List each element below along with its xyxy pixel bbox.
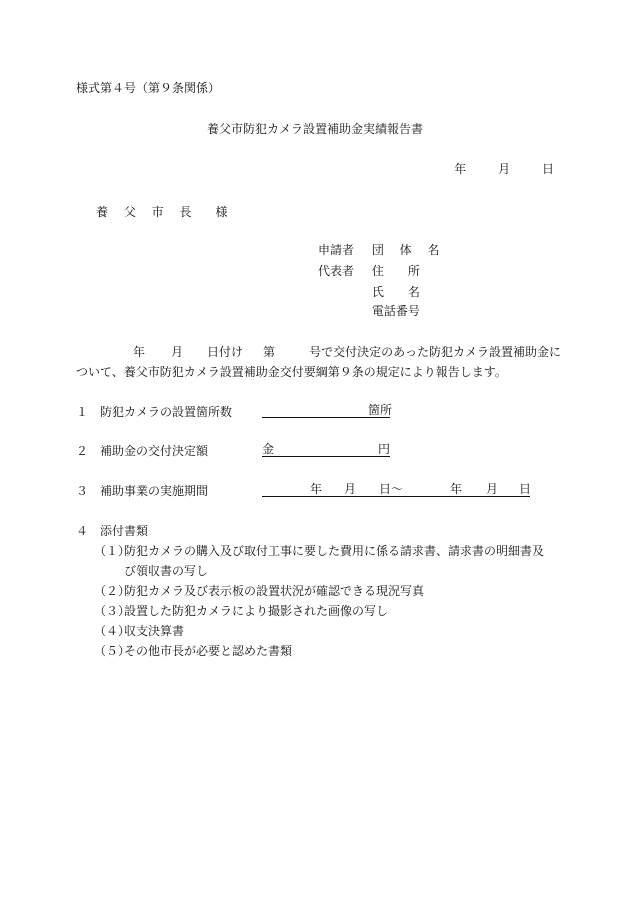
item-number: １ <box>76 405 89 419</box>
body-dated: 日付け <box>207 345 244 359</box>
attachment-item-1 <box>94 545 544 557</box>
applicant-phone-row <box>318 305 420 317</box>
date-line <box>426 163 554 175</box>
addressee-name: 養 父 市 長 <box>96 205 198 219</box>
form-number: 様式第４号（第９条関係） <box>76 81 221 95</box>
period-end-month: 月 <box>486 482 499 496</box>
item-label: 防犯カメラの設置箇所数 <box>100 405 233 419</box>
period-end-year: 年 <box>450 482 463 496</box>
item-attachments <box>76 525 148 537</box>
attachment-item-4 <box>94 625 184 637</box>
date-year-label: 年 <box>454 162 467 176</box>
item-number: ２ <box>76 444 89 458</box>
attachment-item-1-continuation: び領収書の写し <box>124 564 209 578</box>
attachment-number: （２） <box>94 584 131 598</box>
camera-count-unit: 箇所 <box>368 403 393 417</box>
applicant-address-row <box>318 265 420 277</box>
attachment-item-5 <box>94 645 292 657</box>
attachment-item-2 <box>94 585 424 597</box>
attachment-number: （１） <box>94 544 131 558</box>
item-project-period <box>76 485 208 497</box>
representative-role-label: 代表者 <box>318 264 355 278</box>
addressee-honorific: 様 <box>215 205 234 219</box>
period-start-day: 日～ <box>379 482 404 496</box>
item-label: 補助金の交付決定額 <box>100 444 209 458</box>
item-number: ４ <box>76 524 89 538</box>
name-label: 氏 名 <box>371 285 420 299</box>
body-year: 年 <box>133 345 146 359</box>
item-number: ３ <box>76 484 89 498</box>
date-month-label: 月 <box>498 162 511 176</box>
grant-amount-unit: 円 <box>378 442 391 456</box>
body-no: 第 <box>263 345 276 359</box>
project-period-underline <box>262 496 530 497</box>
grant-amount-prefix: 金 <box>262 442 275 456</box>
attachment-item-3 <box>94 605 388 617</box>
period-end-day: 日 <box>519 482 532 496</box>
body-text-line-2: ついて、養父市防犯カメラ設置補助金交付要綱第９条の規定により報告します。 <box>76 365 507 379</box>
attachment-text: 設置した防犯カメラにより撮影された画像の写し <box>124 604 389 618</box>
org-name-label: 団 体 名 <box>371 243 446 257</box>
item-label: 補助事業の実施期間 <box>100 484 209 498</box>
applicant-name-row <box>318 286 420 298</box>
attachment-number: （４） <box>94 624 131 638</box>
document-title: 養父市防犯カメラ設置補助金実績報告書 <box>206 122 423 136</box>
item-camera-count <box>76 406 232 418</box>
attachment-number: （３） <box>94 604 131 618</box>
camera-count-underline <box>262 417 390 418</box>
addressee <box>96 206 233 218</box>
attachment-text: その他市長が必要と認めた書類 <box>124 644 293 658</box>
attachment-number: （５） <box>94 644 131 658</box>
item-grant-amount <box>76 445 208 457</box>
period-start-month: 月 <box>344 482 357 496</box>
attachment-text: 収支決算書 <box>124 624 185 638</box>
period-start-year: 年 <box>310 482 323 496</box>
applicant-org-row <box>318 244 445 256</box>
body-text-line-1 <box>76 346 561 358</box>
grant-amount-underline <box>262 456 390 457</box>
attachment-text: 防犯カメラの購入及び取付工事に要した費用に係る請求書、請求書の明細書及 <box>124 544 545 558</box>
phone-label: 電話番号 <box>371 304 420 318</box>
body-month: 月 <box>171 345 184 359</box>
attachment-text: 防犯カメラ及び表示板の設置状況が確認できる現況写真 <box>124 584 425 598</box>
body-rest: 号で交付決定のあった防犯カメラ設置補助金に <box>309 345 561 359</box>
date-day-label: 日 <box>541 162 554 176</box>
applicant-role-label: 申請者 <box>318 243 355 257</box>
item-label: 添付書類 <box>100 524 149 538</box>
address-label: 住 所 <box>371 264 420 278</box>
